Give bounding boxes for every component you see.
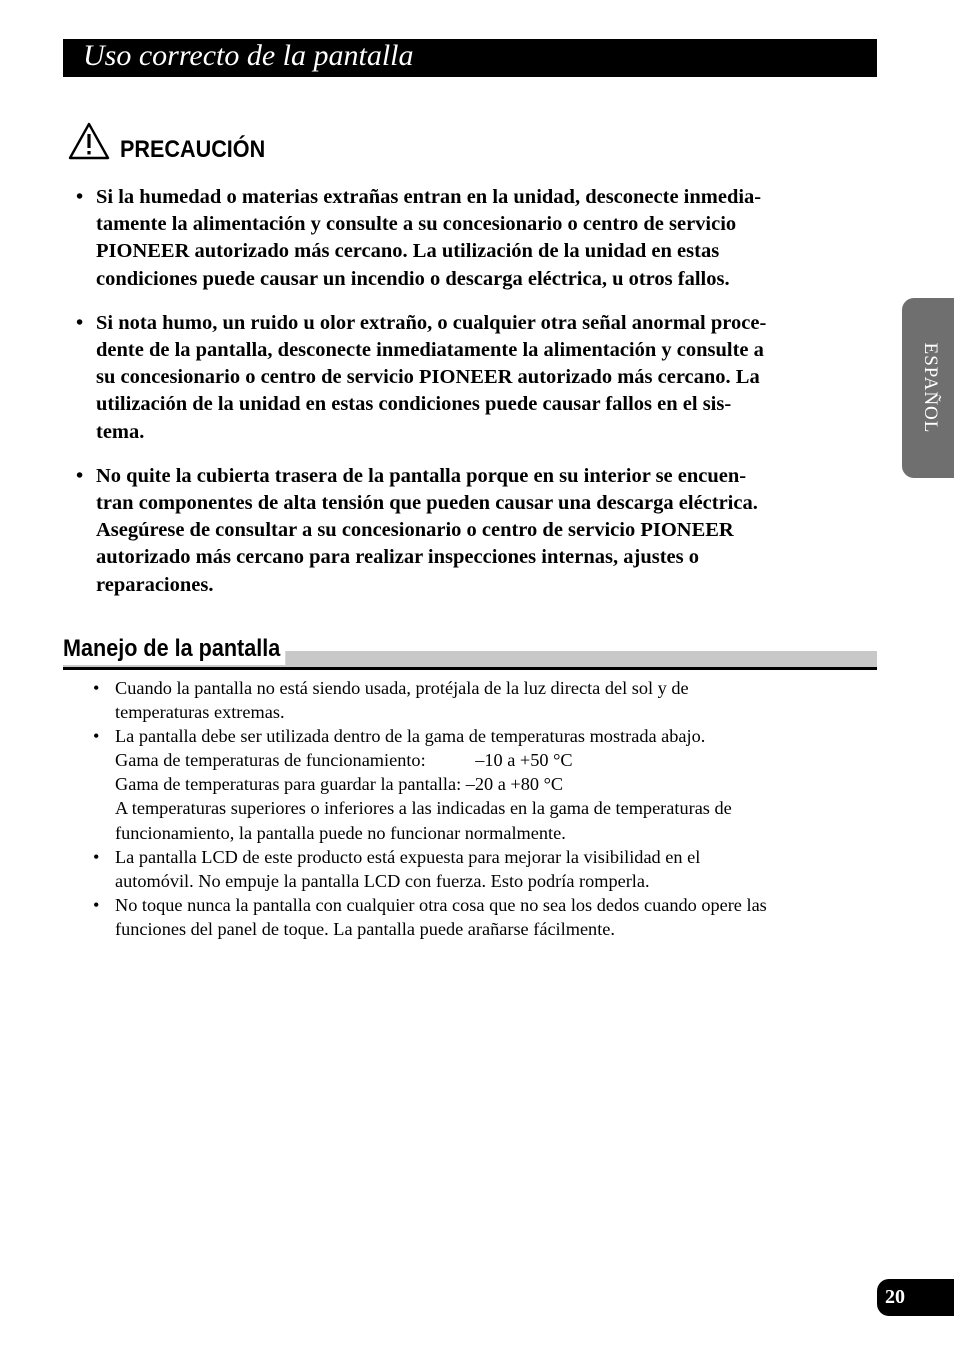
text-line: No toque nunca la pantalla con cualquier otra cosa que no sea los dedos cuando opere las xyxy=(115,894,767,915)
text-line: Si la humedad o materias extrañas entran en la unidad, desconecte inmedia- xyxy=(96,186,762,208)
caution-item xyxy=(76,310,856,446)
section-heading xyxy=(63,633,877,669)
bullet: • xyxy=(93,894,100,915)
text-line: su concesionario o centro de servicio PIONEER autorizado más cercano. La xyxy=(96,366,760,389)
text-line: funcionamiento, la pantalla puede no funcionar normalmente. xyxy=(115,822,566,843)
temperature-value: –10 a +50 °C xyxy=(475,750,573,771)
page-title: Uso correcto de la pantalla xyxy=(83,39,414,72)
text-line: temperaturas extremas. xyxy=(115,702,285,723)
text-line: Si nota humo, un ruido u olor extraño, o cualquier otra señal anormal proce- xyxy=(96,311,767,334)
text-line: tema. xyxy=(96,420,145,443)
list-item xyxy=(93,676,863,724)
bullet: • xyxy=(76,186,84,208)
text-line: autorizado más cercano para realizar inspecciones internas, ajustes o xyxy=(96,546,699,569)
text-line: funciones del panel de toque. La pantalla puede arañarse fácilmente. xyxy=(115,918,615,939)
list-item xyxy=(93,845,863,893)
page-number-tab xyxy=(877,1279,954,1316)
language-tab xyxy=(902,298,954,478)
text-line: La pantalla debe ser utilizada dentro de la gama de temperaturas mostrada abajo. xyxy=(115,726,706,747)
caution-item xyxy=(76,463,856,599)
list-item xyxy=(93,724,863,844)
temperature-value: –20 a +80 °C xyxy=(465,774,564,795)
bullet: • xyxy=(76,311,84,334)
text-line: automóvil. No empuje la pantalla LCD con fuerza. Esto podría romperla. xyxy=(115,870,650,891)
text-line: condiciones puede causar un incendio o descarga eléctrica, u otros fallos. xyxy=(96,267,730,290)
text-line: tran componentes de alta tensión que pueden causar una descarga eléctrica. xyxy=(96,492,758,515)
text-line: Cuando la pantalla no está siendo usada, protéjala de la luz directa del sol y de xyxy=(115,678,689,698)
text-line: Asegúrese de consultar a su concesionario o centro de servicio PIONEER xyxy=(96,519,734,542)
bullet: • xyxy=(76,464,84,487)
text-line: La pantalla LCD de este producto está expuesta para mejorar la visibilidad en el xyxy=(115,846,701,867)
bullet: • xyxy=(93,678,100,698)
section-title: Manejo de la pantalla xyxy=(63,633,286,665)
text-line: A temperaturas superiores o inferiores a las indicadas en la gama de temperaturas de xyxy=(115,798,732,819)
text-line: dente de la pantalla, desconecte inmediatamente la alimentación y consulte a xyxy=(96,339,764,362)
section-heading-rule xyxy=(63,667,877,670)
caution-list xyxy=(76,184,856,599)
temperature-label: Gama de temperaturas de funcionamiento: xyxy=(115,750,426,771)
caution-label: PRECAUCIÓN xyxy=(120,136,266,163)
handling-list xyxy=(93,676,863,941)
bullet: • xyxy=(93,846,100,867)
page-title-bar xyxy=(63,39,877,77)
language-tab-label: ESPAÑOL xyxy=(920,342,941,434)
text-line: PIONEER autorizado más cercano. La utilización de la unidad en estas xyxy=(96,240,720,263)
list-item xyxy=(93,893,863,941)
text-line: utilización de la unidad en estas condiciones puede causar fallos en el sis- xyxy=(96,393,732,416)
bullet: • xyxy=(93,726,100,747)
text-line: tamente la alimentación y consulte a su concesionario o centro de servicio xyxy=(96,213,737,236)
text-line: No quite la cubierta trasera de la pantalla porque en su interior se encuen- xyxy=(96,464,747,487)
temperature-row-storage xyxy=(115,772,863,796)
text-line: reparaciones. xyxy=(96,573,214,596)
temperature-label: Gama de temperaturas para guardar la pantalla: xyxy=(115,774,462,795)
page-number: 20 xyxy=(885,1286,905,1308)
caution-item xyxy=(76,184,856,293)
temperature-row-operating xyxy=(115,748,863,772)
warning-triangle-icon xyxy=(68,122,110,162)
